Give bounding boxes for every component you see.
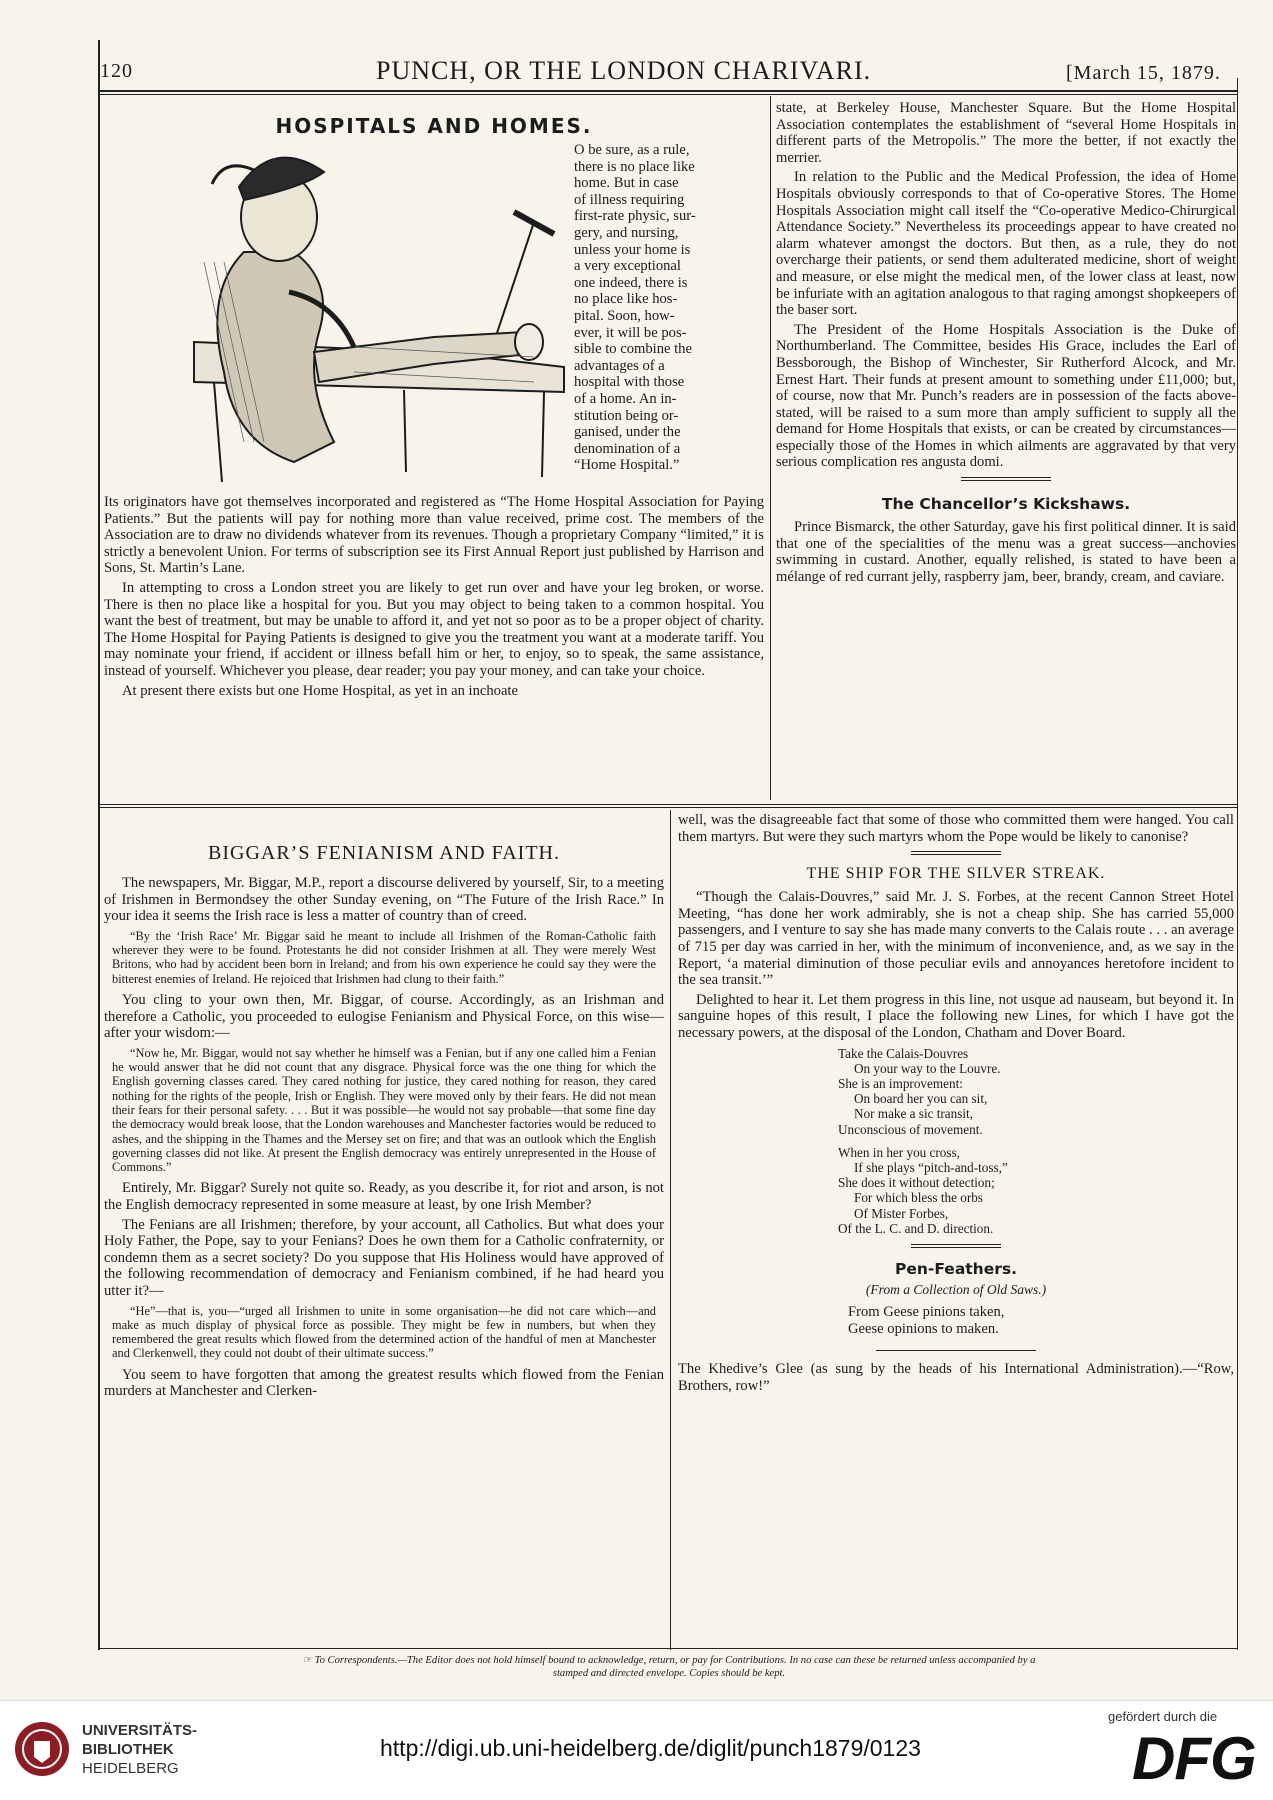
hospitals-heading: HOSPITALS AND HOMES.: [275, 114, 593, 138]
verse-line: On your way to the Louvre.: [854, 1060, 1001, 1076]
verse-line: For which bless the orbs: [854, 1190, 983, 1206]
hospitals-paragraph: In relation to the Public and the Medical Profession, the idea of Home Hospitals obviously corresponds to that of Co-operative Stores. The Home Hospitals Association might call itself the “Co-operative Medico-Chirurgical Attendance Society.” Nevertheless its proceedings appear to have created no alarm whatever amongst the doctors. But then, as a rule, they do not overcharge their patients, or send them adulterated medicine, short of weight and measure, or else might the medical men, of the lower class at least, now be infuriate with an agitation analogous to that raging amongst shopkeepers of the baser sort.: [776, 169, 1236, 319]
ship-heading: THE SHIP FOR THE SILVER STREAK.: [806, 865, 1106, 883]
verse-line: She does it without detection;: [838, 1175, 995, 1191]
biggar-paragraph: The Fenians are all Irishmen; therefore, by your account, all Catholics. But what does your Holy Father, the Pope, say to your Fenians? Does he own them for a Catholic confraternity, or condemn them as a secret society? Do you suppose that His Holiness would have approved of the following recommendation of democracy and Fenianism combined, if he had heard you utter it?—: [104, 1216, 664, 1299]
wrap-line: denomination of a: [574, 440, 681, 457]
right-margin-rule: [1237, 78, 1238, 1650]
biggar-article: [104, 812, 664, 1403]
bottom-rule: [100, 1648, 1238, 1649]
pen-line: Geese opinions to maken.: [848, 1320, 999, 1337]
library-line: BIBLIOTHEK: [82, 1741, 174, 1758]
separator-rule: [911, 1244, 1001, 1248]
kickshaws-paragraph: Prince Bismarck, the other Saturday, gave his first political dinner. It is said that one of the specialities of the menu was a great success—anchovies swimming in custard. Another, equally relished, is stated to have been a mélange of red currant jelly, raspberry jam, beer, brandy, cream, and caviare.: [776, 519, 1236, 585]
ship-paragraph: Delighted to hear it. Let them progress in this line, not usque ad nauseam, but beyond it. In sanguine hopes of this result, I place the following new Lines, for which I have got the necessary powers, at the disposal of the London, Chatham and Dover Board.: [678, 991, 1234, 1041]
section-rule: [100, 804, 1238, 805]
right-column-bottom: [678, 812, 1234, 1397]
couch-leg-right: [542, 392, 544, 477]
kickshaws-heading: The Chancellor’s Kickshaws.: [881, 495, 1131, 514]
hospitals-article: [104, 100, 764, 702]
biggar-quote: “He”—that is, you—“urged all Irishmen to unite in some organisation—he did not care which—and make as much display of physical force as possible. They might be few in numbers, but when they remembered the great results which flowed from the determined action of the handful of men at Manchester and Clerkenwell, they could not doubt of their ultimate success.”: [112, 1303, 656, 1361]
bandaged-foot: [515, 324, 543, 360]
digitization-footer: [0, 1700, 1273, 1800]
issue-date: [March 15, 1879.: [1066, 62, 1221, 84]
wrap-line: no place like hos-: [574, 291, 678, 308]
hospitals-article-continued: [776, 100, 1236, 588]
library-line: UNIVERSITÄTS-: [82, 1722, 198, 1739]
wrap-line: gery, and nursing,: [574, 224, 679, 241]
hospitals-paragraph: The President of the Home Hospitals Association is the Duke of Northumberland. The Committee, besides His Grace, includes the Earl of Bessborough, the Bishop of Winchester, Sir Rutherford Alcock, and Mr. Ernest Hart. Their funds at present amount to something under £11,000; but, of course, now that Mr. Punch’s readers are in possession of the facts above-stated, will be raised to a sum more than amply sufficient to supply all the demand for Home Hospitals that exists, or can be created by circumstances—especially those of the Homes in which ailments are aggravated by that very serious complication res angusta domi.: [776, 321, 1236, 471]
wrap-line: unless your home is: [574, 241, 691, 258]
library-line: HEIDELBERG: [82, 1760, 179, 1777]
wrap-line: pital. Soon, how-: [574, 307, 675, 324]
verse-line: Unconscious of movement.: [838, 1121, 983, 1137]
wrap-line: ever, it will be pos-: [574, 324, 687, 341]
verse-line: Of the L. C. and D. direction.: [838, 1220, 994, 1236]
page-title: PUNCH, OR THE LONDON CHARIVARI.: [376, 56, 872, 85]
biggar-quote: “By the ‘Irish Race’ Mr. Biggar said he meant to include all Irishmen of the Roman-Catholic faith wherever they were to be found. Protestants he did not consider Irishmen at all. They were merely West Britons, who had by accident been born in Ireland; and from his own experience he could say they were the bitterest enemies of Ireland. He rejoiced that Irishmen had clung to their faith.”: [112, 928, 656, 986]
wrap-line: hospital with those: [574, 374, 685, 391]
digital-url-link[interactable]: http://digi.ub.uni-heidelberg.de/diglit/punch1879/0123: [380, 1735, 921, 1761]
biggar-paragraph: The newspapers, Mr. Biggar, M.P., report a discourse delivered by yourself, Sir, to a meeting of Irishmen in Bermondsey the other Sunday evening, on “The Future of the Irish Race.” In your idea it seems the Irish race is less a matter of country than of creed.: [104, 875, 664, 925]
wrap-line: one indeed, there is: [574, 274, 688, 291]
biggar-paragraph: You cling to your own then, Mr. Biggar, of course. Accordingly, as an Irishman and therefore a Catholic, you proceeded to eulogise Fenianism and Physical Force, on this wise—after your wisdom:—: [104, 991, 664, 1042]
library-name: [82, 1721, 197, 1778]
ship-paragraph: “Though the Calais-Douvres,” said Mr. J. S. Forbes, at the recent Cannon Street Hotel Meeting, “has done her work admirably, she is not a cheap ship. She has carried 55,000 passengers, and I venture to say she has made many converts to the Calais route . . . an average of 715 per day was carried in her, with the minimum of inconvenience, and, as we say in the Report, ‘a material diminution of those peculiar evils and annoyances heretofore incident to the sea transit.’”: [678, 889, 1234, 989]
separator-rule: [876, 1350, 1036, 1351]
khedive-paragraph: The Khedive’s Glee (as sung by the heads of his International Administration).—“Row, Brothers, row!”: [678, 1360, 1234, 1394]
wrap-line: first-rate physic, sur-: [574, 208, 696, 225]
separator-rule: [911, 851, 1001, 855]
university-seal-icon: [12, 1719, 72, 1779]
left-margin-rule: [98, 40, 100, 1650]
verse-line: If she plays “pitch-and-toss,”: [854, 1159, 1008, 1175]
correspondents-line: ☞ To Correspondents.—The Editor does not hold himself bound to acknowledge, return, or pay for Contributions. In no case can these be returned unless accompanied by a: [302, 1655, 1036, 1666]
wrap-line: “Home Hospital.”: [574, 457, 680, 474]
page-number: 120: [100, 60, 133, 82]
biggar-paragraph: well, was the disagreeable fact that some of those who committed them were hanged. You call them martyrs. But were they such martyrs whom the Pope would be likely to canonise?: [678, 812, 1234, 845]
wrap-line: stitution being or-: [574, 407, 679, 424]
biggar-quote: “Now he, Mr. Biggar, would not say whether he himself was a Fenian, but if any one called him a Fenian he would answer that he did not count that any disgrace. Physical force was the one thing for which the English governing classes cared. They cared nothing for justice, they cared nothing for reason, they cared nothing for the rights of the people, Irish or English. They were moved only by their fears. He did not mean their fears for their personal safety. . . . But it was possible—he would not say probable—that some fine day the democracy would break loose, that the London warehouses and Manchester factories would be reduced to ashes, and the shipping in the Thames and the Mersey set on fire; and that was an outlook which the English governing classes did not like. At present the English democracy was entirely unrepresented in the House of Commons.”: [112, 1045, 656, 1175]
verse-line: Nor make a sic transit,: [854, 1106, 974, 1122]
verse-line: When in her you cross,: [838, 1144, 960, 1160]
hospitals-paragraph: state, at Berkeley House, Manchester Square. But the Home Hospital Association contemplates the establishment of “several Home Hospitals in different parts of the Metropolis.” The more the better, if not exactly the merrier.: [776, 100, 1236, 166]
hospitals-paragraph: Its originators have got themselves incorporated and registered as “The Home Hospital Association for Paying Patients.” But the patients will pay for nothing more than value received, prime cost. The members of the Association are to draw no dividends whatever from its revenues. Though a proprietary Company “limited,” it is strictly a benevolent Union. For terms of subscription see its First Annual Report just published by Harrison and Sons, St. Martin’s Lane.: [104, 494, 764, 577]
section-rule-thin: [100, 807, 1238, 808]
column-divider-top: [770, 96, 771, 800]
pen-line: From Geese pinions taken,: [848, 1303, 1005, 1320]
dfg-logo: DFG: [1132, 1725, 1256, 1792]
header-rule: [100, 90, 1238, 92]
hospitals-paragraph: In attempting to cross a London street you are likely to get run over and have your leg broken, or worse. There is then no place like a hospital for you. But you may object to being taken to a common hospital. You want the best of treatment, but may be unable to afford it, and yet not so poor as to be a proper object of charity. The Home Hospital for Paying Patients is designed to give you the treatment you want at a moderate tariff. You may nominate your friend, if accident or illness befall him or her, to enjoy, so to speak, the same assistance, instead of yourself. Whichever you please, dear reader; you pay your money, and can take your choice.: [104, 579, 764, 679]
biggar-paragraph: Entirely, Mr. Biggar? Surely not quite so. Ready, as you describe it, for riot and arson, is not the English democracy represented in some measure at least, by one Irish Member?: [104, 1180, 664, 1214]
correspondents-notice: [104, 1654, 1234, 1680]
ship-verse: [838, 1046, 1234, 1236]
header-rule-thin: [100, 94, 1238, 95]
biggar-heading: BIGGAR’S FENIANISM AND FAITH.: [208, 842, 560, 864]
wrap-line: a very exceptional: [574, 258, 681, 275]
correspondents-line: stamped and directed envelope. Copies should be kept.: [552, 1668, 786, 1679]
pen-subheading: (From a Collection of Old Saws.): [865, 1281, 1047, 1297]
verse-line: Of Mister Forbes,: [854, 1205, 949, 1221]
couch-leg-left: [214, 382, 222, 482]
crutch-top: [514, 212, 554, 234]
wrap-line: there is no place like: [574, 158, 695, 175]
hospitals-paragraph: At present there exists but one Home Hospital, as yet in an inchoate: [122, 682, 518, 699]
wrap-line: advantages of a: [574, 357, 665, 374]
verse-line: She is an improvement:: [838, 1075, 963, 1091]
funding-note: gefördert durch die: [1108, 1709, 1218, 1724]
pen-heading: Pen-Feathers.: [895, 1259, 1017, 1278]
invalid-illustration: [104, 142, 574, 494]
wrap-line: of illness requiring: [574, 191, 685, 208]
biggar-paragraph: You seem to have forgotten that among the greatest results which flowed from the Fenian murders at Manchester and Clerken-: [104, 1366, 664, 1400]
wrap-line: O be sure, as a rule,: [574, 142, 690, 158]
wrap-line: ganised, under the: [574, 424, 681, 441]
verse-line: On board her you can sit,: [854, 1091, 988, 1107]
hospitals-wrap-text: [574, 142, 764, 474]
couch-leg-mid: [404, 390, 406, 472]
separator-rule: [961, 477, 1051, 481]
column-divider-bottom: [670, 810, 671, 1650]
wrap-line: sible to combine the: [574, 341, 692, 358]
wrap-line: of a home. An in-: [574, 390, 677, 407]
verse-line: Take the Calais-Douvres: [838, 1045, 969, 1061]
wrap-line: home. But in case: [574, 175, 679, 192]
pen-couplet: [848, 1304, 1234, 1338]
